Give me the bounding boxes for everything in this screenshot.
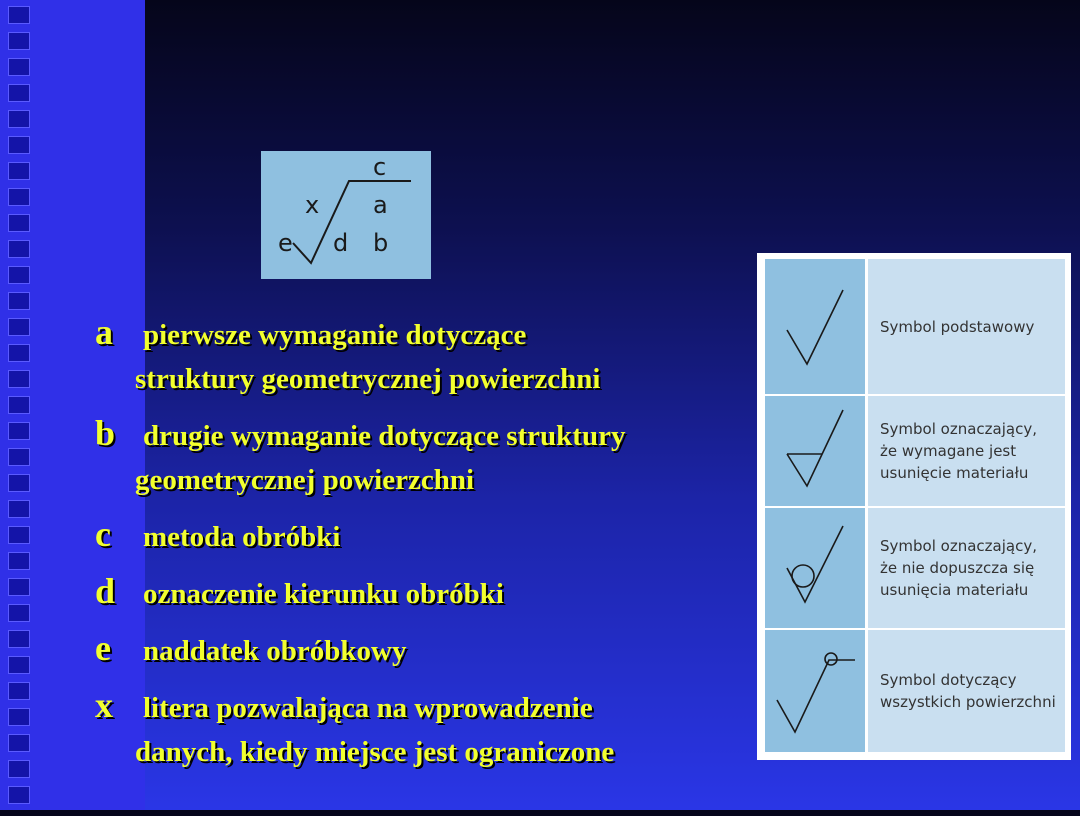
decorative-square <box>8 526 30 544</box>
label-c: c <box>373 153 387 181</box>
decorative-square <box>8 396 30 414</box>
legend-row <box>765 395 1065 507</box>
no-material-removal-check-icon <box>765 508 865 628</box>
legend-line: Symbol oznaczający, <box>880 420 1037 438</box>
definition-c <box>95 512 755 559</box>
definition-text-cont: danych, kiedy miejsce jest ograniczone <box>135 736 615 768</box>
definition-letter: d <box>95 571 116 611</box>
decorative-square <box>8 708 30 726</box>
decorative-square <box>8 344 30 362</box>
decorative-square <box>8 292 30 310</box>
definition-text: drugie wymaganie dotyczące struktury <box>143 420 626 452</box>
decorative-square <box>8 682 30 700</box>
definition-text: litera pozwalająca na wprowadzenie <box>143 692 593 724</box>
decorative-square <box>8 760 30 778</box>
symbol-legend-table <box>757 253 1071 760</box>
decorative-square <box>8 188 30 206</box>
legend-line: usunięcia materiału <box>880 581 1029 599</box>
legend-line: Symbol oznaczający, <box>880 537 1037 555</box>
definition-letter: c <box>95 514 111 554</box>
label-d: d <box>333 229 349 257</box>
legend-text-cell <box>867 629 1066 753</box>
decorative-square <box>8 734 30 752</box>
surface-symbol-diagram <box>261 151 431 279</box>
legend-symbol-cell <box>765 395 867 507</box>
definition-text-cont: geometrycznej powierzchni <box>135 464 475 496</box>
legend-line: wszystkich powierzchni <box>880 693 1056 711</box>
decorative-squares <box>8 0 32 816</box>
legend-line: Symbol dotyczący <box>880 671 1017 689</box>
legend-symbol-cell <box>765 629 867 753</box>
basic-check-icon <box>765 260 865 394</box>
decorative-square <box>8 786 30 804</box>
legend-row <box>765 259 1065 395</box>
definition-d <box>95 569 755 616</box>
definition-e <box>95 626 755 673</box>
definition-letter: b <box>95 413 116 453</box>
decorative-square <box>8 422 30 440</box>
legend-symbol-cell <box>765 507 867 629</box>
definition-b <box>95 411 755 502</box>
decorative-square <box>8 552 30 570</box>
decorative-square <box>8 32 30 50</box>
label-e: e <box>278 229 293 257</box>
definition-letter: e <box>95 628 111 668</box>
legend-line: Symbol podstawowy <box>880 317 1035 336</box>
legend-line: usunięcie materiału <box>880 464 1029 482</box>
decorative-square <box>8 474 30 492</box>
material-removal-check-icon <box>765 396 865 506</box>
decorative-square <box>8 448 30 466</box>
legend-row <box>765 507 1065 629</box>
definition-x <box>95 683 755 774</box>
decorative-square <box>8 630 30 648</box>
legend-symbol-cell <box>765 259 867 395</box>
definitions-list <box>95 310 755 774</box>
legend-text-cell <box>867 259 1066 395</box>
decorative-square <box>8 162 30 180</box>
decorative-square <box>8 240 30 258</box>
definition-text-cont: struktury geometrycznej powierzchni <box>135 363 601 395</box>
decorative-square <box>8 604 30 622</box>
decorative-square <box>8 578 30 596</box>
definition-text: naddatek obróbkowy <box>143 635 407 667</box>
decorative-square <box>8 84 30 102</box>
definition-a <box>95 310 755 401</box>
definition-text: pierwsze wymaganie dotyczące <box>143 319 527 351</box>
decorative-square <box>8 110 30 128</box>
definition-letter: x <box>95 685 113 725</box>
decorative-square <box>8 6 30 24</box>
label-a: a <box>373 191 388 219</box>
decorative-square <box>8 214 30 232</box>
decorative-square <box>8 58 30 76</box>
definition-text: oznaczenie kierunku obróbki <box>143 578 504 610</box>
label-b: b <box>373 229 389 257</box>
decorative-square <box>8 266 30 284</box>
decorative-square <box>8 370 30 388</box>
decorative-square <box>8 318 30 336</box>
decorative-square <box>8 136 30 154</box>
label-x: x <box>305 191 320 219</box>
all-surfaces-check-icon <box>765 630 865 752</box>
legend-text-cell <box>867 507 1066 629</box>
legend-line: że wymagane jest <box>880 442 1017 460</box>
legend-row <box>765 629 1065 753</box>
definition-text: metoda obróbki <box>143 521 341 553</box>
decorative-square <box>8 500 30 518</box>
legend-line: że nie dopuszcza się <box>880 559 1035 577</box>
surface-symbol-graphic <box>261 151 431 279</box>
decorative-square <box>8 656 30 674</box>
definition-letter: a <box>95 312 113 352</box>
legend-text-cell <box>867 395 1066 507</box>
